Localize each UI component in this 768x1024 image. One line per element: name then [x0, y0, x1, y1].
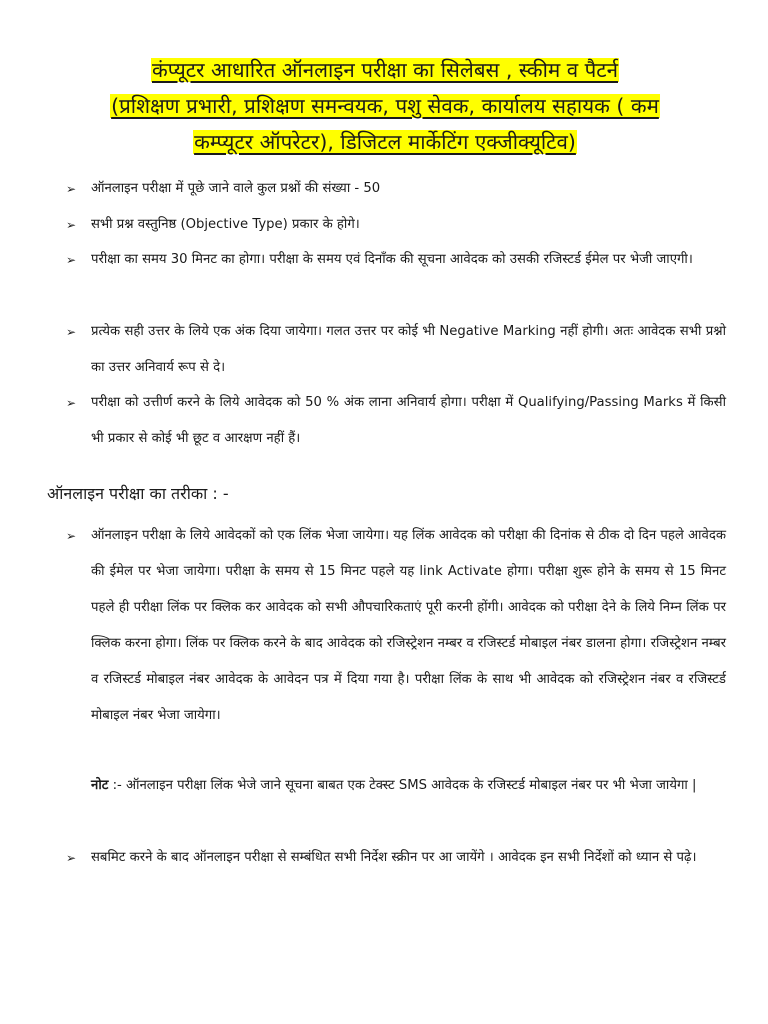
section-heading: ऑनलाइन परीक्षा का तरीका : - — [47, 484, 229, 503]
scheme-point: ➢ परीक्षा का समय 30 मिनट का होगा। परीक्षा के समय एवं दिनाँक की सूचना आवेदक को उसकी रजिस्टर्ड ईमेल पर भेजी जाएगी। — [66, 242, 726, 278]
bullet-arrow-icon: ➢ — [66, 218, 77, 232]
bullet-arrow-icon: ➢ — [66, 325, 77, 339]
bullet-arrow-icon: ➢ — [66, 851, 77, 865]
bullet-arrow-icon: ➢ — [66, 253, 77, 267]
bullet-arrow-icon: ➢ — [66, 396, 77, 410]
document-title — [40, 52, 730, 160]
method-point: ➢ ऑनलाइन परीक्षा के लिये आवेदकों को एक लिंक भेजा जायेगा। यह लिंक आवेदक को परीक्षा की दिनांक से ठीक दो दिन पहले आवेदक की ईमेल पर भेजा जायेगा। परीक्षा के समय से 15 मिनट पहले यह link Activate होगा। परीक्षा शुरू होने के समय से 15 मिनट पहले ही परीक्षा लिंक पर क्लिक कर आवेदक को सभी औपचारिकताएं पूरी करनी होंगी। आवेदक को परीक्षा देने के लिये निम्न लिंक पर क्लिक करना होगा। लिंक पर क्लिक करने के बाद आवेदक को रजिस्ट्रेशन नम्बर व रजिस्टर्ड मोबाइल नंबर डालना होगा। रजिस्ट्रेशन नम्बर व रजिस्टर्ड मोबाइल नंबर आवेदक के आवेदन पत्र में दिया गया है। परीक्षा लिंक के साथ भी आवेदक को रजिस्ट्रेशन नंबर व रजिस्टर्ड मोबाइल नंबर भेजा जायेगा। — [66, 518, 726, 734]
title-line-1: कंप्यूटर आधारित ऑनलाइन परीक्षा का सिलेबस , स्कीम व पैटर्न — [152, 58, 618, 82]
scheme-point: ➢ परीक्षा को उत्तीर्ण करने के लिये आवेदक को 50 % अंक लाना अनिवार्य होगा। परीक्षा में Qualifying/Passing Marks में किसी भी प्रकार से कोई भी छूट व आरक्षण नहीं हैं। — [66, 385, 726, 457]
title-line-2: (प्रशिक्षण प्रभारी, प्रशिक्षण समन्वयक, पशु सेवक, कार्यालय सहायक ( कम — [111, 94, 659, 118]
note-paragraph — [91, 768, 726, 804]
note-text: :- ऑनलाइन परीक्षा लिंक भेजे जाने सूचना बाबत एक टेक्स्ट SMS आवेदक के रजिस्टर्ड मोबाइल नंबर पर भी भेजा जायेगा | — [108, 778, 697, 793]
bullet-arrow-icon: ➢ — [66, 529, 77, 543]
scheme-point: ➢ प्रत्येक सही उत्तर के लिये एक अंक दिया जायेगा। गलत उत्तर पर कोई भी Negative Marking नहीं होगी। अतः आवेदक सभी प्रश्नो का उत्तर अनिवार्य रूप से दे। — [66, 314, 726, 386]
method-point: ➢ सबमिट करने के बाद ऑनलाइन परीक्षा से सम्बंधित सभी निर्देश स्क्रीन पर आ जायेंगे । आवेदक इन सभी निर्देशों को ध्यान से पढ़े। — [66, 840, 726, 876]
scheme-point: ➢ सभी प्रश्न वस्तुनिष्ठ (Objective Type) प्रकार के होगे। — [66, 207, 726, 243]
note-label: नोट — [91, 778, 109, 793]
scheme-point: ➢ ऑनलाइन परीक्षा में पूछे जाने वाले कुल प्रश्नों की संख्या - 50 — [66, 171, 726, 207]
bullet-arrow-icon: ➢ — [66, 182, 77, 196]
title-line-3: कम्प्यूटर ऑपरेटर), डिजिटल मार्केटिंग एक्जीक्यूटिव) — [194, 130, 576, 154]
